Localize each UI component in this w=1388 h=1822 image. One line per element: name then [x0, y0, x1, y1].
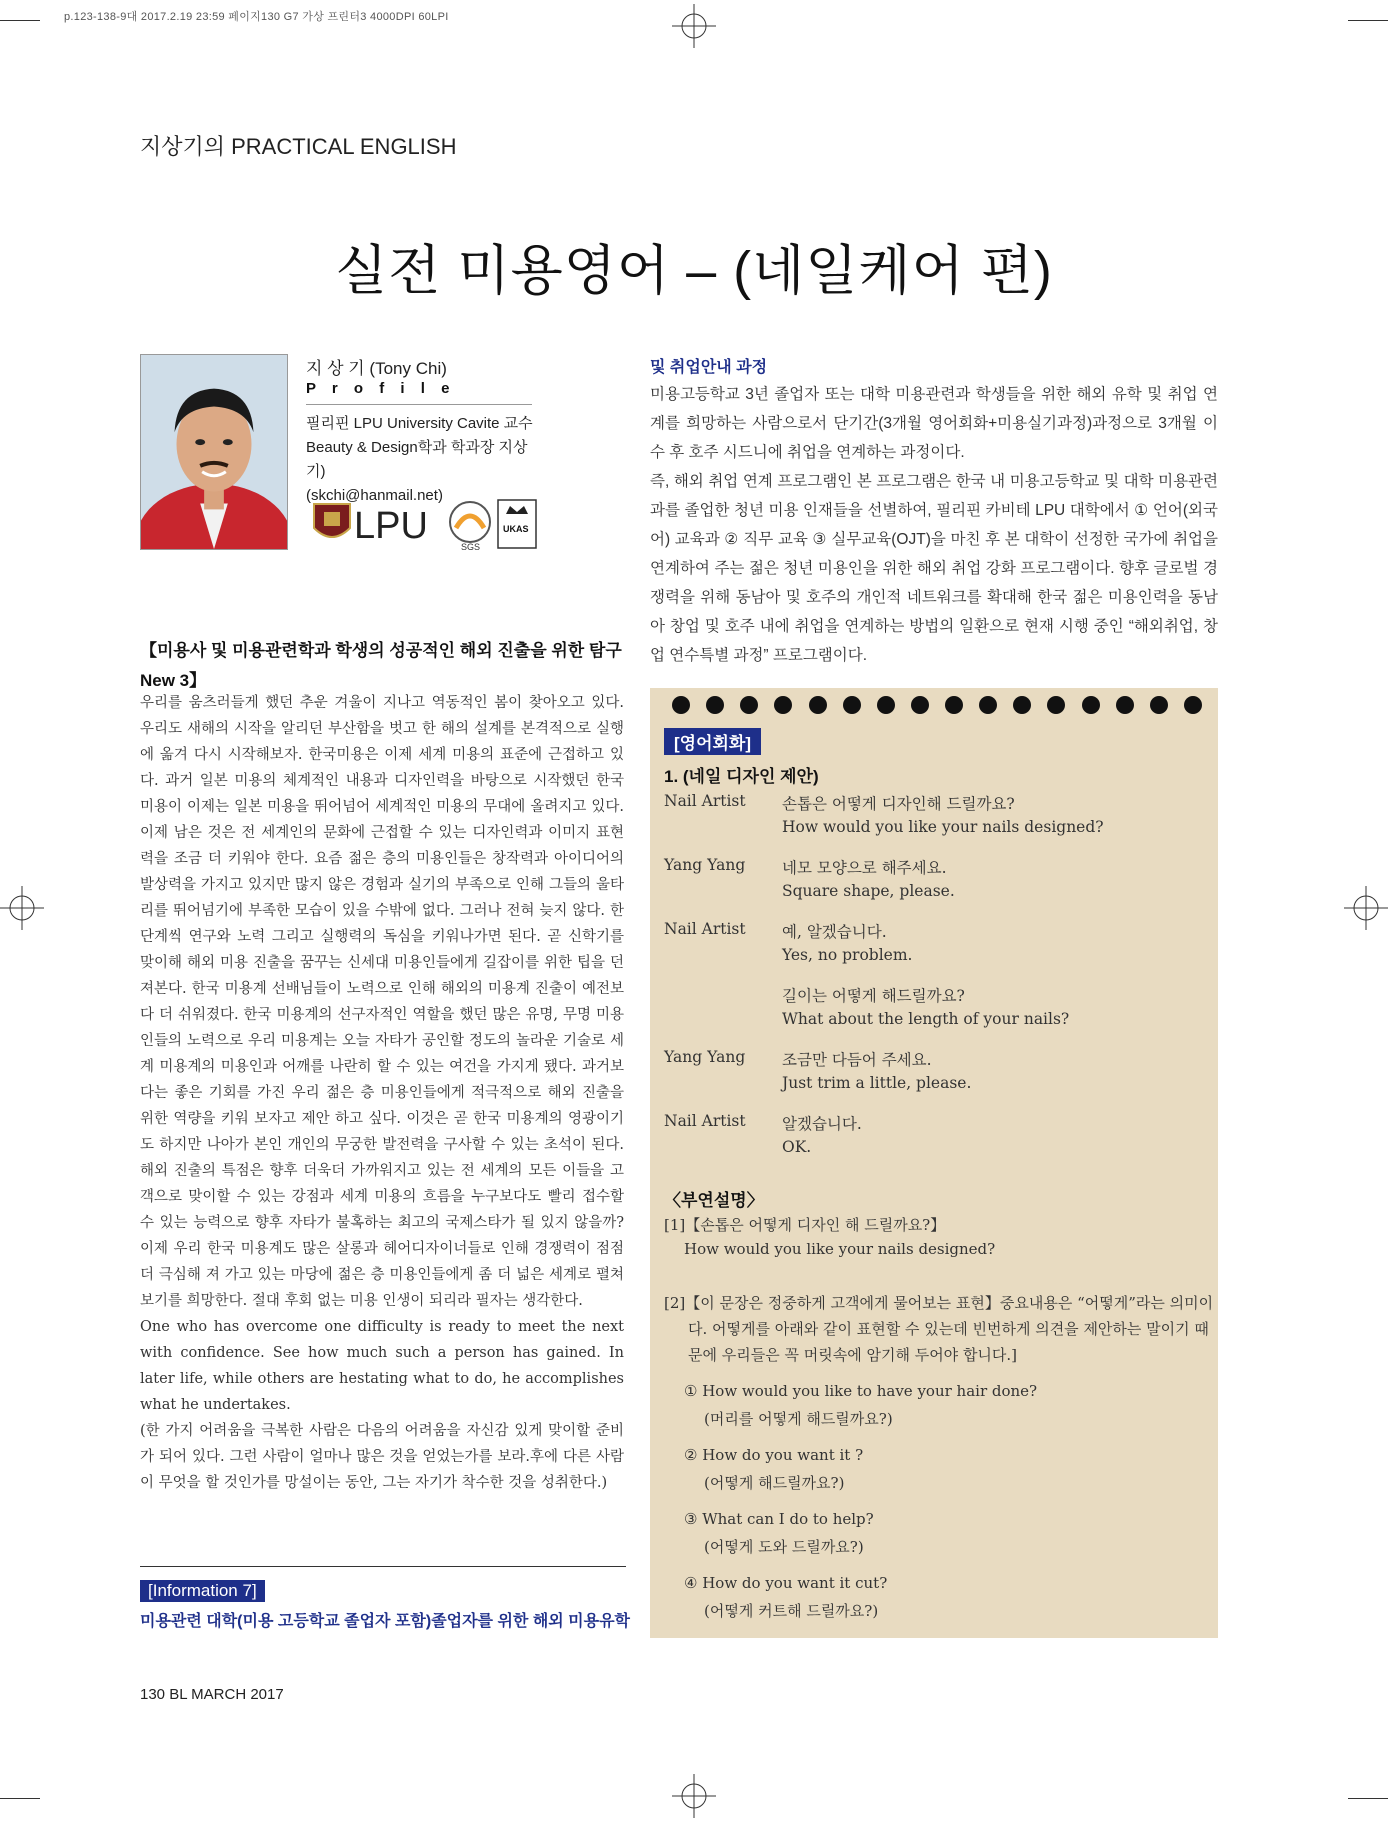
dialogue-english: Just trim a little, please.: [782, 1074, 972, 1092]
dialogue-english: What about the length of your nails?: [782, 1010, 1070, 1028]
divider: [306, 404, 532, 405]
sgs-logo-text: SGS: [461, 542, 481, 552]
information-title: 미용관련 대학(미용 고등학교 졸업자 포함)졸업자를 위한 해외 미용유학: [140, 1613, 630, 1630]
supplement-title: 〈부연설명〉: [664, 1191, 764, 1210]
dot-icon: [1116, 696, 1134, 714]
dialogue-speaker: Yang Yang: [664, 856, 746, 874]
supplement-note: [1]【손톱은 어떻게 디자인 해 드릴까요?】: [664, 1216, 946, 1234]
sgs-seal-icon: [450, 502, 490, 552]
dot-divider: [672, 696, 1202, 720]
dialogue-speaker: Nail Artist: [664, 792, 746, 810]
registration-mark-icon: [672, 1774, 716, 1818]
dot-icon: [1013, 696, 1031, 714]
crop-mark: [1348, 20, 1388, 21]
supplement-note: 다. 어떻게를 아래와 같이 표현할 수 있는데 빈번하게 의견을 제안하는 말이기 때: [688, 1320, 1209, 1338]
dialogue-speaker: Nail Artist: [664, 1112, 746, 1130]
dot-icon: [945, 696, 963, 714]
example-english: ① How would you like to have your hair done?: [684, 1382, 1038, 1400]
example-korean: (어떻게 도와 드릴까요?): [704, 1538, 864, 1556]
dialogue-korean: 조금만 다듬어 주세요.: [782, 1051, 932, 1069]
dot-icon: [843, 696, 861, 714]
dialogue-korean: 네모 모양으로 해주세요.: [782, 859, 947, 877]
dot-icon: [1184, 696, 1202, 714]
ukas-logo-text: UKAS: [503, 524, 529, 534]
bio-line: Beauty & Design학과 학과장 지상기): [306, 439, 528, 480]
right-heading: 및 취업안내 과정: [650, 359, 768, 376]
paragraph: (한 가지 어려움을 극복한 사람은 다음의 어려움을 자신감 있게 맞이할 준비가 되어 있다. 그런 사람이 얼마나 많은 것을 얻었는가를 보라.후에 다른 사람이 무엇을 할 것인가를 망설이는 동안, 그는 자기가 착수한 것을 성취한다.): [140, 1423, 624, 1491]
article-body-left: [140, 690, 624, 1496]
example-korean: (어떻게 해드릴까요?): [704, 1474, 845, 1492]
registration-mark-icon: [1344, 886, 1388, 930]
dialogue-korean: 알겠습니다.: [782, 1115, 862, 1133]
paragraph: 즉, 해외 취업 연계 프로그램인 본 프로그램은 한국 내 미용고등학교 및 대학 미용관련과를 졸업한 청년 미용 인재들을 선별하여, 필리핀 카비테 LPU 대학에서 ① 언어(외국어) 교육과 ② 직무 교육 ③ 실무교육(OJT)을 마친 후 본 대학이 선정한 국가에 취업을 연계하여 주는 젊은 청년 미용인을 위한 해외 취업 강화 프로그램이다. 향후 글로벌 경쟁력을 위해 동남아 및 호주의 개인적 네트워크를 확대해 한국 젊은 미용인력을 동남아 창업 및 호주 내에 취업을 연계하는 방법의 일환으로 현재 시행 중인 “해외취업, 창업 연수특별 과정” 프로그램이다.: [650, 473, 1218, 664]
page-title: 실전 미용영어 – (네일케어 편): [335, 241, 1053, 301]
registration-mark-icon: [672, 4, 716, 48]
dot-icon: [774, 696, 792, 714]
paragraph: One who has overcome one difficulty is ready to meet the next with confidence. See how much such a person has gained. In later life, while others are hestating what to do, he accomplishes what he undertakes.: [140, 1319, 624, 1413]
section-heading: 【미용사 및 미용관련학과 학생의 성공적인 해외 진출을 위한 탐구 New 3】: [140, 641, 622, 690]
divider: [140, 1566, 626, 1567]
dialogue-speaker: Nail Artist: [664, 920, 746, 938]
example-english: ② How do you want it ?: [684, 1446, 864, 1464]
information-badge: [Information 7]: [140, 1580, 265, 1602]
paragraph: 미용고등학교 3년 졸업자 또는 대학 미용관련과 학생들을 위한 해외 유학 및 취업 연계를 희망하는 사람으로서 단기간(3개월 영어회화+미용실기과정)과정으로 3개월 이수 후 호주 시드니에 취업을 연계하는 과정이다.: [650, 386, 1218, 461]
registration-mark-icon: [0, 886, 44, 930]
supplement-note: 문에 우리들은 꼭 머릿속에 암기해 두어야 합니다.]: [688, 1346, 1018, 1364]
conversation-badge: [영어회화]: [664, 728, 761, 755]
bio-line: 필리핀 LPU University Cavite 교수: [306, 415, 533, 432]
supplement-note: How would you like your nails designed?: [684, 1240, 996, 1258]
example-english: ③ What can I do to help?: [684, 1510, 874, 1528]
profile-label: P r o f i l e: [306, 380, 456, 397]
lpu-logo-text: LPU: [354, 505, 428, 547]
example-korean: (머리를 어떻게 해드릴까요?): [704, 1410, 893, 1428]
dot-icon: [740, 696, 758, 714]
print-info: p.123-138-9대 2017.2.19 23:59 페이지130 G7 가상 프린터3 4000DPI 60LPI: [64, 11, 449, 23]
author-name: 지 상 기 (Tony Chi): [306, 359, 447, 378]
dot-icon: [809, 696, 827, 714]
author-photo: [140, 354, 288, 550]
dot-icon: [1047, 696, 1065, 714]
supplement-note: [2]【이 문장은 정중하게 고객에게 물어보는 표현】중요내용은 “어떻게”라는 의미이: [664, 1294, 1214, 1312]
dialogue-speaker: Yang Yang: [664, 1048, 746, 1066]
author-bio: [306, 412, 546, 508]
dot-icon: [911, 696, 929, 714]
dialogue-english: OK.: [782, 1138, 812, 1156]
dot-icon: [1150, 696, 1168, 714]
example-english: ④ How do you want it cut?: [684, 1574, 888, 1592]
conversation-title: 1. (네일 디자인 제안): [664, 767, 819, 786]
institution-logos: [310, 498, 540, 552]
bio-line: (skchi@hanmail.net): [306, 487, 443, 504]
dot-icon: [1082, 696, 1100, 714]
dialogue-korean: 예, 알겠습니다.: [782, 923, 887, 941]
dialogue-english: Square shape, please.: [782, 882, 955, 900]
dialogue-english: Yes, no problem.: [782, 946, 913, 964]
crop-mark: [1348, 1798, 1388, 1799]
dot-icon: [877, 696, 895, 714]
dot-icon: [706, 696, 724, 714]
dialogue-english: How would you like your nails designed?: [782, 818, 1104, 836]
example-korean: (어떻게 커트해 드릴까요?): [704, 1602, 879, 1620]
lpu-crest-icon: [314, 504, 350, 537]
column-header: 지상기의 PRACTICAL ENGLISH: [140, 134, 457, 159]
paragraph: 우리를 움츠러들게 했던 추운 겨울이 지나고 역동적인 봄이 찾아오고 있다. 우리도 새해의 시작을 알리던 부산함을 벗고 한 해의 설계를 본격적으로 실행에 옮겨 다시 시작해보자. 한국미용은 이제 세계 미용의 표준에 근접하고 있다. 과거 일본 미용의 체계적인 내용과 디자인력을 바탕으로 시작했던 한국 미용이 이제는 일본 미용을 뛰어넘어 세계적인 미용의 무대에 올려지고 있다. 이제 남은 것은 전 세계인의 문화에 근접할 수 있는 디자인력과 이미지 표현력을 조금 더 키워야 한다. 요즘 젊은 층의 미용인들은 창작력과 아이디어의 발상력을 가지고 있지만 많지 않은 경험과 실기의 부족으로 인해 그들의 울타리를 뛰어넘기에 부족한 모습이 있을 수밖에 없다. 그러나 전혀 늦지 않다. 한 단계씩 연구와 노력 그리고 실행력의 독심을 키워나가면 된다. 곧 신학기를 맞이해 해외 미용 진출을 꿈꾸는 신세대 미용인들에게 길잡이를 위한 팁을 던져본다. 한국 미용계 선배님들이 노력으로 인해 해외의 미용계 진출이 예전보다 더 쉬워졌다. 한국 미용계의 선구자적인 역할을 했던 많은 유명, 무명 미용인들의 노력으로 우리 미용계는 오늘 자타가 공인할 정도의 놀라운 기술로 세계 미용계의 미용인과 어깨를 나란히 할 수 있는 여건을 가지게 됐다. 과거보다는 좋은 기회를 가진 우리 젊은 층 미용인들에게 적극적으로 해외 진출을 위한 역량을 키워 보자고 제안 하고 싶다. 이것은 곧 한국 미용계의 영광이기도 하지만 나아가 본인 개인의 무궁한 발전력을 구사할 수 있는 초석이 된다. 해외 진출의 특점은 향후 더욱더 가까워지고 있는 전 세계의 모든 이들을 고객으로 맞이할 수 있는 강점과 세계 미용의 흐름을 누구보다도 빨리 접수할 수 있는 능력으로 향후 자타가 불혹하는 최고의 국제스타가 될 있지 않을까? 이제 우리 한국 미용계도 많은 살롱과 헤어디자이너들로 인해 경쟁력이 점점 더 극심해 져 가고 있는 마당에 젊은 층 미용인들에게 좀 더 넓은 세계로 펼쳐보기를 희망한다. 절대 후회 없는 미용 인생이 되리라 필자는 생각한다.: [140, 695, 624, 1309]
dot-icon: [979, 696, 997, 714]
page-footer: 130 BL MARCH 2017: [140, 1686, 284, 1703]
crop-mark: [0, 1798, 40, 1799]
article-body-right: [650, 380, 1218, 670]
ukas-crown-icon: [498, 500, 536, 548]
dialogue-korean: 손톱은 어떻게 디자인해 드릴까요?: [782, 795, 1015, 813]
dot-icon: [672, 696, 690, 714]
dialogue-korean: 길이는 어떻게 해드릴까요?: [782, 987, 965, 1005]
crop-mark: [0, 20, 40, 21]
